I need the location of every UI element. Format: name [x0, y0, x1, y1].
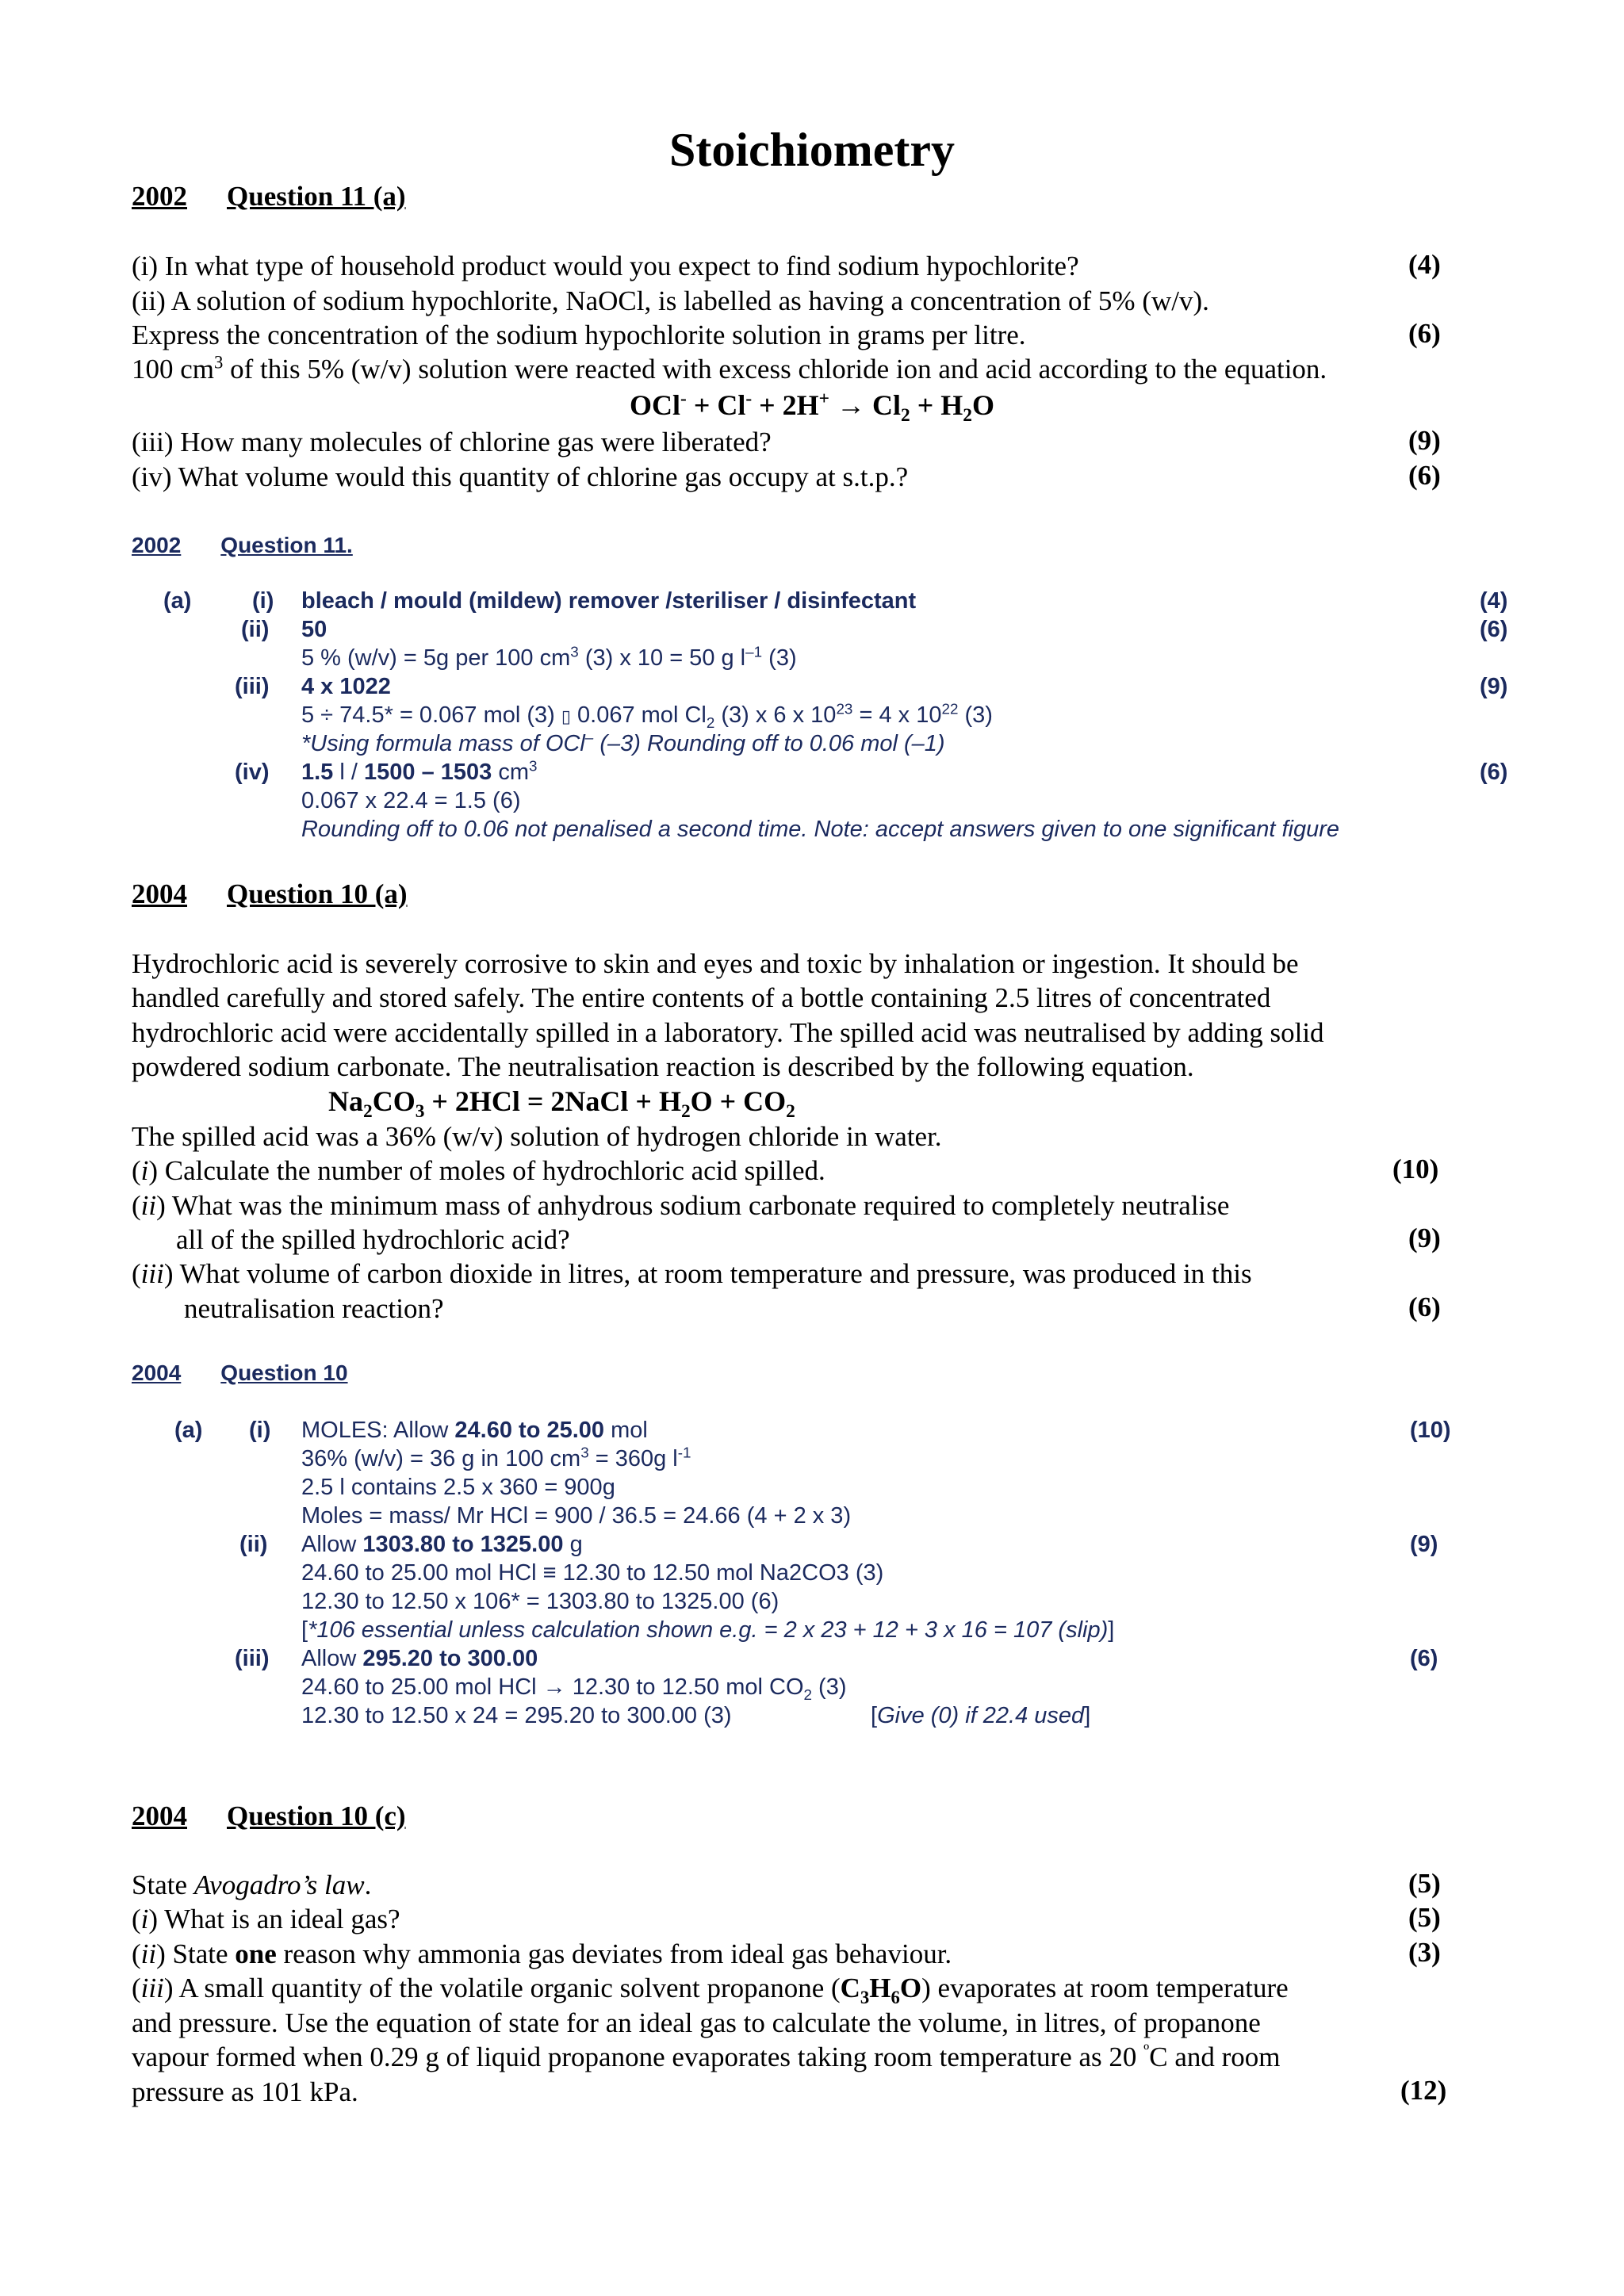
part-label: (ii)	[239, 1532, 268, 1557]
answer-line: 5 ÷ 74.5* = 0.067 mol (3) ▯ 0.067 mol $Cl_2$ (3) x 6 x $10^{23} = 4$ x $10^{22}$ (3)	[301, 700, 993, 731]
question-line: all of the spilled hydrochloric acid?	[176, 1224, 570, 1255]
answer-line: Allow 295.20 to 300.00	[301, 1646, 538, 1671]
question-line: (ii) A solution of sodium hypochlorite, NaOCl, is labelled as having a concentration of 5% (w/v).	[132, 285, 1209, 316]
chemical-equation: $OCl^- + Cl^- + 2H^+ \to Cl_2 + H_2O$	[630, 388, 994, 427]
part-label: (a)	[174, 1418, 203, 1443]
marks: (6)	[1408, 460, 1441, 491]
section-heading-2004-q10c: 2004 Question 10 (c)	[132, 1800, 406, 1831]
paragraph-line: Hydrochloric acid is severely corrosive to skin and eyes and toxic by inhalation or ingestion. It should be	[132, 948, 1299, 979]
marks: (6)	[1480, 617, 1508, 642]
part-label: (iii)	[235, 674, 270, 699]
marks: (4)	[1480, 588, 1508, 614]
part-label: (i)	[252, 588, 274, 614]
question-line: (i) Calculate the number of moles of hydrochloric acid spilled.	[132, 1155, 825, 1186]
page-title: Stoichiometry	[669, 124, 955, 176]
answer-line: Moles = mass/ Mr HCl = 900 / 36.5 = 24.66 (4 + 2 x 3)	[301, 1503, 852, 1529]
answer-heading-2002-q11: 2002 Question 11.	[132, 533, 353, 557]
question-line: (iv) What volume would this quantity of chlorine gas occupy at s.t.p.?	[132, 461, 909, 492]
answer-line: 50	[301, 617, 327, 642]
marks: (3)	[1408, 1937, 1441, 1968]
marks: (9)	[1480, 674, 1508, 699]
part-label: (ii)	[241, 617, 270, 642]
answer-line: bleach / mould (mildew) remover /steriliser / disinfectant	[301, 588, 917, 614]
question-line: (iii) How many molecules of chlorine gas were liberated?	[132, 427, 772, 457]
answer-heading-2004-q10: 2004 Question 10	[132, 1360, 348, 1385]
section-heading-2002-q11a	[132, 181, 406, 212]
question-line: (iii) What volume of carbon dioxide in litres, at room temperature and pressure, was produced in this	[132, 1258, 1252, 1289]
answer-line: 36% (w/v) = 36 g in 100 $cm^3 = 360g$ $l^{-1}$	[301, 1444, 691, 1471]
answer-note: [Give (0) if 22.4 used]	[871, 1703, 1091, 1728]
answer-note: *Using formula mass of OCl– (–3) Rounding off to 0.06 mol (–1)	[301, 729, 945, 756]
answer-line: 1.5 l / 1500 – 1503 $cm^3$	[301, 757, 538, 785]
marks: (9)	[1410, 1532, 1438, 1557]
question-line: Express the concentration of the sodium hypochlorite solution in grams per litre.	[132, 320, 1026, 350]
paragraph-line: hydrochloric acid were accidentally spilled in a laboratory. The spilled acid was neutralised by adding solid	[132, 1017, 1324, 1048]
question-line: (i) What is an ideal gas?	[132, 1904, 400, 1934]
answer-note: [*106 essential unless calculation shown e.g. = 2 x 23 + 12 + 3 x 16 = 107 (slip)]	[301, 1617, 1115, 1643]
question-line: State Avogadro’s law.	[132, 1869, 372, 1900]
part-label: (i)	[249, 1418, 271, 1443]
marks: (4)	[1408, 249, 1441, 280]
answer-note: Rounding off to 0.06 not penalised a second time. Note: accept answers given to one significant figure	[301, 817, 1340, 842]
marks: (6)	[1480, 760, 1508, 785]
question-line: (iii) A small quantity of the volatile organic solvent propanone $(C_3H_6O)$ evaporates at room temperature	[132, 1973, 1289, 2007]
marks: (6)	[1408, 1292, 1441, 1322]
chemical-equation: $Na_2CO_3 + 2HCl$ = 2NaCl + $H_2O + CO_2$	[328, 1085, 795, 1123]
marks: (5)	[1408, 1868, 1441, 1899]
heading-question: Question 11 (a)	[227, 181, 406, 212]
answer-line: 24.60 to 25.00 mol HCl ≡ 12.30 to 12.50 mol Na2CO3 (3)	[301, 1560, 884, 1586]
heading-year: 2002	[132, 181, 187, 212]
answer-line: 12.30 to 12.50 x 106* = 1303.80 to 1325.00 (6)	[301, 1589, 779, 1614]
answer-line: 0.067 x 22.4 = 1.5 (6)	[301, 788, 521, 813]
question-line: 100 $cm^3$ of this 5% (w/v) solution were reacted with excess chloride ion and acid according to the equation.	[132, 352, 1327, 385]
paragraph-line: handled carefully and stored safely. The entire contents of a bottle containing 2.5 litres of concentrated	[132, 982, 1271, 1013]
part-label: (iii)	[235, 1646, 270, 1671]
paragraph-line: The spilled acid was a 36% (w/v) solution of hydrogen chloride in water.	[132, 1121, 942, 1152]
part-label: (iv)	[235, 760, 270, 785]
marks: (9)	[1408, 425, 1441, 456]
marks: (12)	[1400, 2075, 1447, 2106]
marks: (5)	[1408, 1902, 1441, 1933]
answer-line: 12.30 to 12.50 x 24 = 295.20 to 300.00 (3)	[301, 1703, 732, 1728]
marks: (10)	[1410, 1418, 1451, 1443]
answer-line: 4 x 1022	[301, 674, 391, 699]
answer-line: 24.60 to 25.00 mol HCl → 12.30 to 12.50 mol $CO_2$ (3)	[301, 1674, 847, 1703]
marks: (6)	[1410, 1646, 1438, 1671]
question-line: and pressure. Use the equation of state for an ideal gas to calculate the volume, in litres, of propanone	[132, 2007, 1261, 2038]
question-line: (ii) State one reason why ammonia gas deviates from ideal gas behaviour.	[132, 1938, 952, 1969]
question-line: vapour formed when 0.29 g of liquid propanone evaporates taking room temperature as 20 $^º$C and room	[132, 2040, 1281, 2072]
section-heading-2004-q10a: 2004 Question 10 (a)	[132, 878, 408, 909]
question-line: pressure as 101 kPa.	[132, 2076, 358, 2107]
paragraph-line: powdered sodium carbonate. The neutralisation reaction is described by the following equation.	[132, 1051, 1194, 1082]
answer-line: 5 % (w/v) = 5g per 100 $cm^3$ (3) x 10 = 50 g $l^{-1}$ (3)	[301, 643, 797, 671]
question-line: neutralisation reaction?	[184, 1293, 444, 1324]
question-line: (ii) What was the minimum mass of anhydrous sodium carbonate required to completely neutralise	[132, 1190, 1230, 1221]
marks: (9)	[1408, 1223, 1441, 1253]
answer-line: Allow 1303.80 to 1325.00 g	[301, 1532, 583, 1557]
answer-line: MOLES: Allow 24.60 to 25.00 mol	[301, 1418, 648, 1443]
question-line: (i) In what type of household product would you expect to find sodium hypochlorite?	[132, 251, 1079, 281]
marks: (10)	[1392, 1154, 1439, 1184]
answer-line: 2.5 l contains 2.5 x 360 = 900g	[301, 1475, 615, 1500]
marks: (6)	[1408, 318, 1441, 349]
part-label: (a)	[163, 588, 192, 614]
